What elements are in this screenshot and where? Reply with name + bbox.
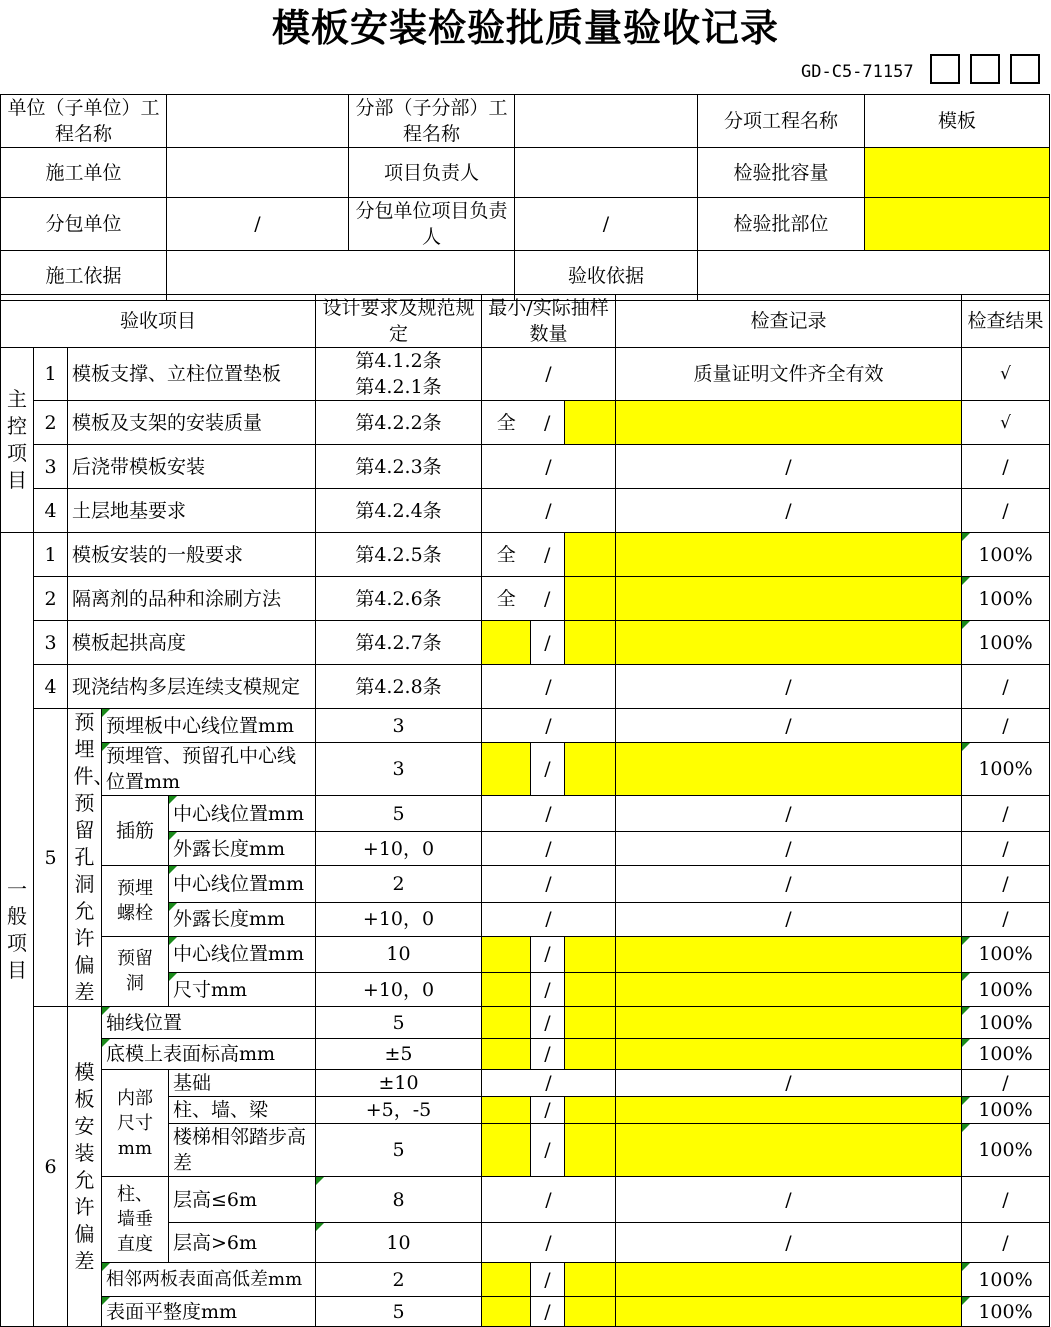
gen-4-sample[interactable]: / xyxy=(482,665,616,709)
general-group-label: 一般项目 xyxy=(1,533,34,1327)
foundation-spec: ±10 xyxy=(316,1070,482,1097)
code-box-1[interactable] xyxy=(930,54,960,84)
stair-result[interactable]: 100% xyxy=(962,1124,1050,1177)
storey-high-result[interactable]: / xyxy=(962,1223,1050,1263)
gen-4-no: 4 xyxy=(34,665,68,709)
gen-2-record[interactable] xyxy=(616,577,962,621)
gen-2-no: 2 xyxy=(34,577,68,621)
gen-3-actual[interactable] xyxy=(565,621,616,665)
gen-3-name: 模板起拱高度 xyxy=(68,621,316,665)
constructor-label: 施工单位 xyxy=(1,148,167,198)
bolt-label: 预埋螺栓 xyxy=(102,866,169,936)
basis-value[interactable] xyxy=(167,251,515,301)
axis-spec: 5 xyxy=(316,1007,482,1039)
flatness-sep: / xyxy=(531,1297,565,1327)
basis-label: 施工依据 xyxy=(1,251,167,301)
gen-2-min[interactable]: 全 xyxy=(482,577,531,621)
main-1-name: 模板支撑、立柱位置垫板 xyxy=(68,348,316,401)
gen-1-sep: / xyxy=(531,533,565,577)
main-4-name: 土层地基要求 xyxy=(68,489,316,533)
main-4-sample[interactable]: / xyxy=(482,489,616,533)
embed-pipe-spec: 3 xyxy=(316,743,482,796)
main-1-spec-a: 第4.1.2条 xyxy=(355,350,442,372)
hole-size-spec: +10，0 xyxy=(316,973,482,1007)
embed-plate-sample[interactable]: / xyxy=(482,709,616,743)
column-name: 柱、墙、梁 xyxy=(169,1097,316,1124)
embed-plate-result[interactable]: / xyxy=(962,709,1050,743)
foundation-sample[interactable]: / xyxy=(482,1070,616,1097)
rebar-center-spec: 5 xyxy=(316,796,482,832)
gen-4-result[interactable]: / xyxy=(962,665,1050,709)
hole-center-min[interactable] xyxy=(482,936,531,972)
embed-plate-spec: 3 xyxy=(316,709,482,743)
subpart-value[interactable] xyxy=(515,95,698,148)
item-value[interactable]: 模板 xyxy=(865,95,1050,148)
gen-4-record[interactable]: / xyxy=(616,665,962,709)
acceptance-basis-label: 验收依据 xyxy=(515,251,698,301)
main-2-result[interactable]: √ xyxy=(962,401,1050,445)
gen-6-no: 6 xyxy=(34,1007,68,1327)
gen-4-spec: 第4.2.8条 xyxy=(316,665,482,709)
form-code: GD-C5-71157 xyxy=(801,62,914,82)
stair-actual[interactable] xyxy=(565,1124,616,1177)
adjacent-result[interactable]: 100% xyxy=(962,1263,1050,1297)
page-title: 模板安装检验批质量验收记录 xyxy=(271,6,779,50)
bolt-center-result[interactable]: / xyxy=(962,866,1050,902)
hole-center-spec: 10 xyxy=(316,936,482,972)
gen-1-spec: 第4.2.5条 xyxy=(316,533,482,577)
gen-2-result[interactable]: 100% xyxy=(962,577,1050,621)
flatness-actual[interactable] xyxy=(565,1297,616,1327)
gen-3-result[interactable]: 100% xyxy=(962,621,1050,665)
column-actual[interactable] xyxy=(565,1097,616,1124)
embed-pipe-sep: / xyxy=(531,743,565,796)
inner-label: 内部尺寸mm xyxy=(102,1070,169,1177)
gen-1-actual[interactable] xyxy=(565,533,616,577)
storey-high-name: 层高>6m xyxy=(169,1223,316,1263)
axis-name: 轴线位置 xyxy=(102,1007,316,1039)
adjacent-actual[interactable] xyxy=(565,1263,616,1297)
embed-pipe-min[interactable] xyxy=(482,743,531,796)
axis-record[interactable] xyxy=(616,1007,962,1039)
main-3-spec: 第4.2.3条 xyxy=(316,445,482,489)
main-2-actual[interactable] xyxy=(565,401,616,445)
main-1-spec xyxy=(316,348,482,401)
acceptance-basis-value[interactable] xyxy=(698,251,1050,301)
rebar-expose-sample[interactable]: / xyxy=(482,832,616,866)
main-2-no: 2 xyxy=(34,401,68,445)
adjacent-name: 相邻两板表面高低差mm xyxy=(102,1263,316,1297)
rebar-center-name: 中心线位置mm xyxy=(169,796,316,832)
gen-4-name: 现浇结构多层连续支模规定 xyxy=(68,665,316,709)
bolt-expose-result[interactable]: / xyxy=(962,902,1050,936)
foundation-record[interactable]: / xyxy=(616,1070,962,1097)
main-3-result[interactable]: / xyxy=(962,445,1050,489)
hole-size-name: 尺寸mm xyxy=(169,973,316,1007)
bolt-expose-name: 外露长度mm xyxy=(169,902,316,936)
bolt-center-sample[interactable]: / xyxy=(482,866,616,902)
sub-manager-value[interactable]: / xyxy=(515,198,698,251)
bolt-center-name: 中心线位置mm xyxy=(169,866,316,902)
embed-plate-name: 预埋板中心线位置mm xyxy=(102,709,316,743)
main-4-result[interactable]: / xyxy=(962,489,1050,533)
code-box-2[interactable] xyxy=(970,54,1000,84)
adjacent-spec: 2 xyxy=(316,1263,482,1297)
bolt-expose-spec: +10，0 xyxy=(316,902,482,936)
bolt-center-record[interactable]: / xyxy=(616,866,962,902)
gen-5-no: 5 xyxy=(34,709,68,1007)
manager-label: 项目负责人 xyxy=(349,148,515,198)
main-2-sep: / xyxy=(531,401,565,445)
storey-low-spec: 8 xyxy=(316,1177,482,1223)
main-2-min[interactable]: 全 xyxy=(482,401,531,445)
flatness-min[interactable] xyxy=(482,1297,531,1327)
vertical-label: 柱、墙垂直度 xyxy=(102,1177,169,1263)
gen-1-no: 1 xyxy=(34,533,68,577)
bolt-expose-sample[interactable]: / xyxy=(482,902,616,936)
embed-label: 预埋件、预留孔洞允许偏差 xyxy=(68,709,102,1007)
embed-pipe-name: 预埋管、预留孔中心线位置mm xyxy=(102,743,316,796)
rebar-center-sample[interactable]: / xyxy=(482,796,616,832)
embed-pipe-result[interactable]: 100% xyxy=(962,743,1050,796)
main-2-record[interactable] xyxy=(616,401,962,445)
adjacent-min[interactable] xyxy=(482,1263,531,1297)
flatness-spec: 5 xyxy=(316,1297,482,1327)
axis-result[interactable]: 100% xyxy=(962,1007,1050,1039)
col-sample-header: 最小/实际抽样数量 xyxy=(482,295,616,348)
foundation-result[interactable]: / xyxy=(962,1070,1050,1097)
flatness-name: 表面平整度mm xyxy=(102,1297,316,1327)
main-1-sample[interactable]: / xyxy=(482,348,616,401)
hole-label: 预留洞 xyxy=(102,936,169,1006)
main-4-no: 4 xyxy=(34,489,68,533)
rebar-expose-record[interactable]: / xyxy=(616,832,962,866)
rebar-expose-result[interactable]: / xyxy=(962,832,1050,866)
main-1-no: 1 xyxy=(34,348,68,401)
hole-size-actual[interactable] xyxy=(565,973,616,1007)
hole-size-sep: / xyxy=(531,973,565,1007)
column-spec: +5，-5 xyxy=(316,1097,482,1124)
constructor-value[interactable] xyxy=(167,148,349,198)
location-label: 检验批部位 xyxy=(698,198,865,251)
install-label: 模板安装允许偏差 xyxy=(68,1007,102,1327)
main-group-label: 主控项目 xyxy=(1,348,34,533)
gen-1-name: 模板安装的一般要求 xyxy=(68,533,316,577)
col-spec-header: 设计要求及规范规定 xyxy=(316,295,482,348)
gen-1-result[interactable]: 100% xyxy=(962,533,1050,577)
stair-spec: 5 xyxy=(316,1124,482,1177)
bottom-result[interactable]: 100% xyxy=(962,1039,1050,1070)
flatness-result[interactable]: 100% xyxy=(962,1297,1050,1327)
capacity-value[interactable] xyxy=(865,148,1050,198)
hole-size-record[interactable] xyxy=(616,973,962,1007)
main-3-no: 3 xyxy=(34,445,68,489)
inspection-table xyxy=(0,294,1050,1327)
adjacent-record[interactable] xyxy=(616,1263,962,1297)
item-label: 分项工程名称 xyxy=(698,95,865,148)
embed-pipe-record[interactable] xyxy=(616,743,962,796)
column-sep: / xyxy=(531,1097,565,1124)
hole-center-sep: / xyxy=(531,936,565,972)
column-record[interactable] xyxy=(616,1097,962,1124)
gen-2-actual[interactable] xyxy=(565,577,616,621)
subcontractor-label: 分包单位 xyxy=(1,198,167,251)
rebar-center-record[interactable]: / xyxy=(616,796,962,832)
stair-sep: / xyxy=(531,1124,565,1177)
gen-3-record[interactable] xyxy=(616,621,962,665)
rebar-label: 插筋 xyxy=(102,796,169,866)
stair-min[interactable] xyxy=(482,1124,531,1177)
gen-1-record[interactable] xyxy=(616,533,962,577)
main-2-spec: 第4.2.2条 xyxy=(316,401,482,445)
storey-high-record[interactable]: / xyxy=(616,1223,962,1263)
gen-3-sep: / xyxy=(531,621,565,665)
hole-center-actual[interactable] xyxy=(565,936,616,972)
main-3-name: 后浇带模板安装 xyxy=(68,445,316,489)
main-3-sample[interactable]: / xyxy=(482,445,616,489)
main-4-spec: 第4.2.4条 xyxy=(316,489,482,533)
bottom-sep: / xyxy=(531,1039,565,1070)
main-1-record[interactable]: 质量证明文件齐全有效 xyxy=(616,348,962,401)
bolt-expose-record[interactable]: / xyxy=(616,902,962,936)
unit-value[interactable] xyxy=(167,95,349,148)
storey-low-name: 层高≤6m xyxy=(169,1177,316,1223)
unit-label: 单位（子单位）工程名称 xyxy=(1,95,167,148)
hole-center-name: 中心线位置mm xyxy=(169,936,316,972)
bottom-name: 底模上表面标高mm xyxy=(102,1039,316,1070)
main-4-record[interactable]: / xyxy=(616,489,962,533)
column-result[interactable]: 100% xyxy=(962,1097,1050,1124)
gen-3-min[interactable] xyxy=(482,621,531,665)
bolt-center-spec: 2 xyxy=(316,866,482,902)
storey-high-sample[interactable]: / xyxy=(482,1223,616,1263)
axis-min[interactable] xyxy=(482,1007,531,1039)
sub-manager-label: 分包单位项目负责人 xyxy=(349,198,515,251)
subpart-label: 分部（子分部）工程名称 xyxy=(349,95,515,148)
bottom-min[interactable] xyxy=(482,1039,531,1070)
gen-3-spec: 第4.2.7条 xyxy=(316,621,482,665)
rebar-expose-spec: +10，0 xyxy=(316,832,482,866)
gen-3-no: 3 xyxy=(34,621,68,665)
stair-record[interactable] xyxy=(616,1124,962,1177)
embed-pipe-actual[interactable] xyxy=(565,743,616,796)
hole-center-record[interactable] xyxy=(616,936,962,972)
axis-actual[interactable] xyxy=(565,1007,616,1039)
storey-low-result[interactable]: / xyxy=(962,1177,1050,1223)
gen-1-min[interactable]: 全 xyxy=(482,533,531,577)
storey-low-record[interactable]: / xyxy=(616,1177,962,1223)
adjacent-sep: / xyxy=(531,1263,565,1297)
gen-2-spec: 第4.2.6条 xyxy=(316,577,482,621)
main-2-name: 模板及支架的安装质量 xyxy=(68,401,316,445)
bottom-actual[interactable] xyxy=(565,1039,616,1070)
axis-sep: / xyxy=(531,1007,565,1039)
main-1-result[interactable]: √ xyxy=(962,348,1050,401)
hole-size-min[interactable] xyxy=(482,973,531,1007)
main-3-record[interactable]: / xyxy=(616,445,962,489)
capacity-label: 检验批容量 xyxy=(698,148,865,198)
storey-high-spec: 10 xyxy=(316,1223,482,1263)
code-box-3[interactable] xyxy=(1010,54,1040,84)
col-result-header: 检查结果 xyxy=(962,295,1050,348)
stair-name: 楼梯相邻踏步高差 xyxy=(169,1124,316,1177)
rebar-center-result[interactable]: / xyxy=(962,796,1050,832)
flatness-record[interactable] xyxy=(616,1297,962,1327)
subcontractor-value[interactable]: / xyxy=(167,198,349,251)
col-item-header: 验收项目 xyxy=(1,295,316,348)
gen-2-name: 隔离剂的品种和涂刷方法 xyxy=(68,577,316,621)
manager-value[interactable] xyxy=(515,148,698,198)
storey-low-sample[interactable]: / xyxy=(482,1177,616,1223)
bottom-record[interactable] xyxy=(616,1039,962,1070)
rebar-expose-name: 外露长度mm xyxy=(169,832,316,866)
location-value[interactable] xyxy=(865,198,1050,251)
main-1-spec-b: 第4.2.1条 xyxy=(355,376,442,398)
embed-plate-record[interactable]: / xyxy=(616,709,962,743)
header-table xyxy=(0,94,1050,301)
hole-center-result[interactable]: 100% xyxy=(962,936,1050,972)
col-record-header: 检查记录 xyxy=(616,295,962,348)
hole-size-result[interactable]: 100% xyxy=(962,973,1050,1007)
foundation-name: 基础 xyxy=(169,1070,316,1097)
bottom-spec: ±5 xyxy=(316,1039,482,1070)
column-min[interactable] xyxy=(482,1097,531,1124)
gen-2-sep: / xyxy=(531,577,565,621)
